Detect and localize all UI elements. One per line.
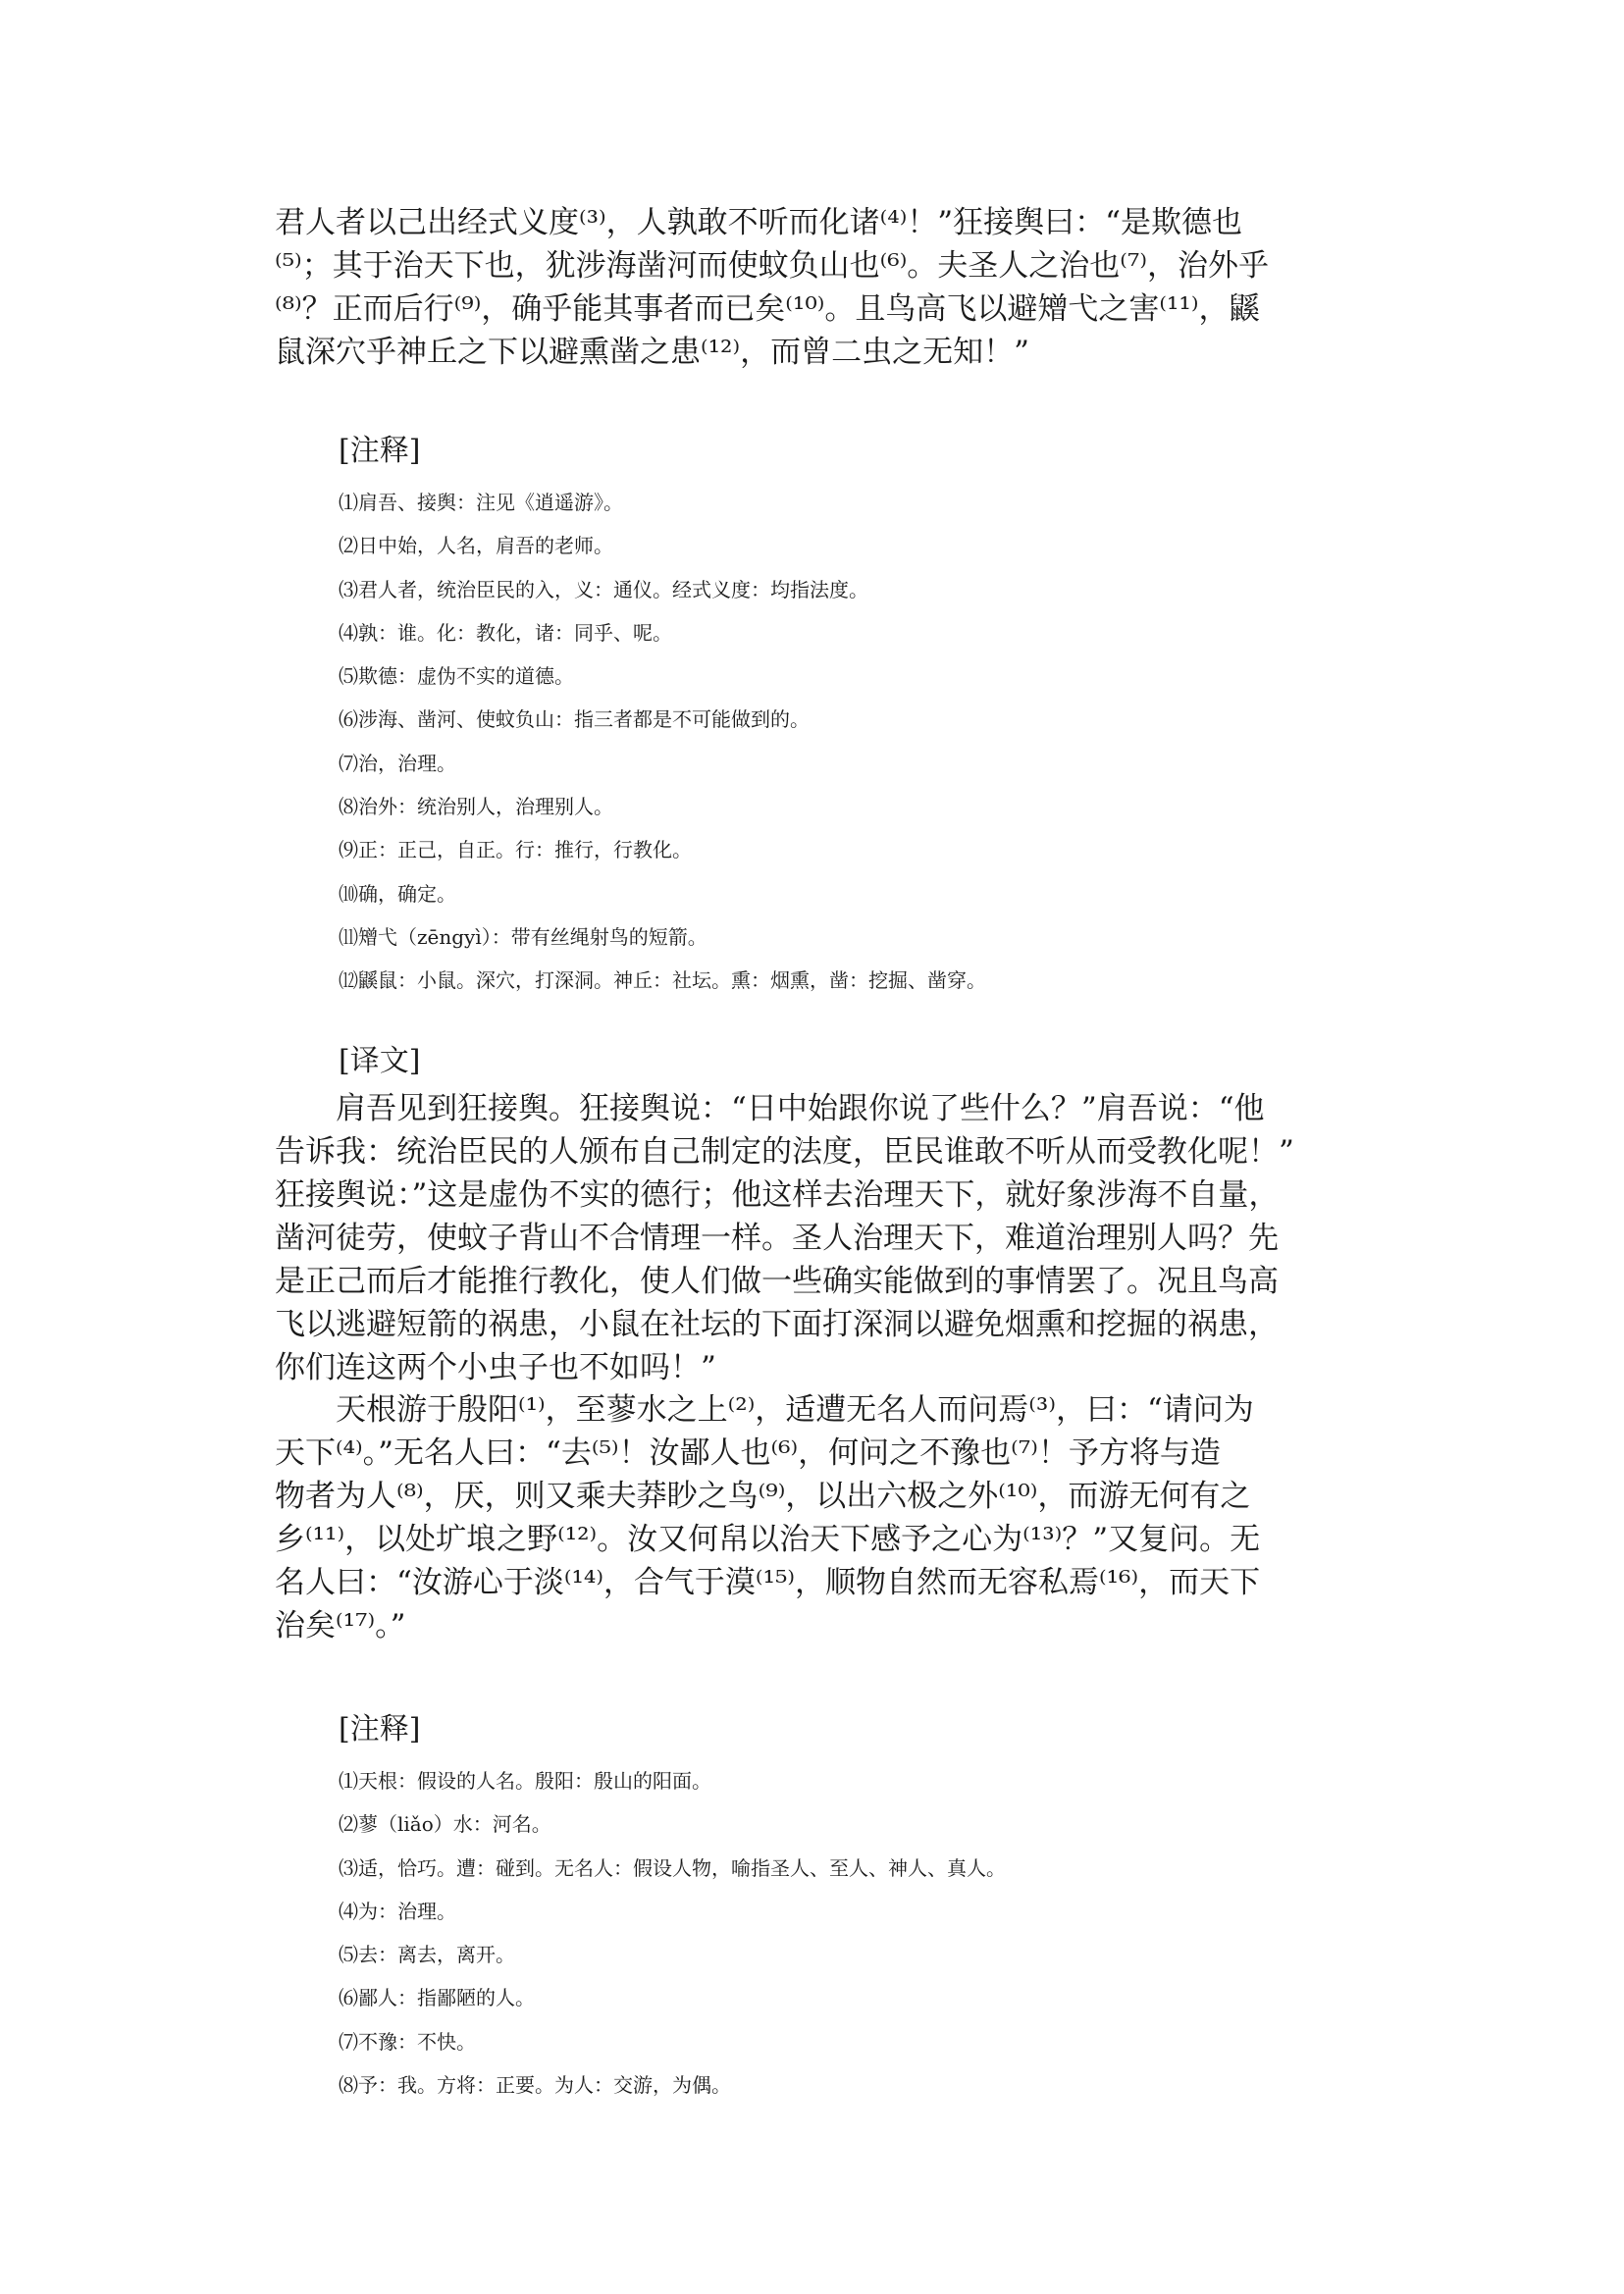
passage-2-line: 乡⁽¹¹⁾，以处圹埌之野⁽¹²⁾。汝又何帠以治天下感予之心为⁽¹³⁾？”又复问。无 [275,1522,1261,1557]
translation-line: 飞以逃避短箭的祸患，小鼠在社坛的下面打深洞以避免烟熏和挖掘的祸患， [275,1307,1279,1342]
note-item: ⑶君人者，统治臣民的入，义：通仪。经式义度：均指法度。 [339,577,868,601]
note-item: ⑹鄙人：指鄙陋的人。 [339,1986,535,2010]
note-item: ⑷孰：谁。化：教化，诸：同乎、呢。 [339,620,672,645]
translation-line: 狂接舆说：”这是虚伪不实的德行；他这样去治理天下，就好象涉海不自量， [275,1177,1280,1213]
notes-1-list [339,481,1320,1003]
note-item: ⑴天根：假设的人名。殷阳：殷山的阳面。 [339,1769,711,1793]
translation-line: 你们连这两个小虫子也不如吗！” [275,1350,716,1385]
note-item: ⑷为：治理。 [339,1899,456,1923]
note-item: ⑽确，确定。 [339,881,456,906]
translation-line: 是正己而后才能推行教化，使人们做一些确实能做到的事情罢了。况且鸟高 [275,1264,1279,1299]
note-item: ⑾矰弋（zēngyì）：带有丝绳射鸟的短箭。 [339,924,707,949]
passage-1 [275,201,1364,374]
note-item: ⑶适，恰巧。遭：碰到。无名人：假设人物，喻指圣人、至人、神人、真人。 [339,1855,1006,1880]
passage-1-line: ⁽⁸⁾？正而后行⁽⁹⁾，确乎能其事者而已矣⁽¹⁰⁾。且鸟高飞以避矰弋之害⁽¹¹⁾，鼷 [275,291,1260,327]
note-item: ⑿鼷鼠：小鼠。深穴，打深洞。神丘：社坛。熏：烟熏，凿：挖掘、凿穿。 [339,968,986,993]
translation-line: 凿河徒劳，使蚊子背山不合情理一样。圣人治理天下，难道治理别人吗？先 [275,1221,1279,1256]
passage-2-line: 名人曰：“汝游心于淡⁽¹⁴⁾，合气于漠⁽¹⁵⁾，顺物自然而无容私焉⁽¹⁶⁾，而天下 [275,1565,1261,1600]
note-item: ⑵日中始，人名，肩吾的老师。 [339,534,613,558]
note-item: ⑼正：正己，自正。行：推行，行教化。 [339,838,692,862]
note-item: ⑸去：离去，离开。 [339,1943,515,1967]
passage-2-line: 治矣⁽¹⁷⁾。” [275,1608,406,1643]
passage-2-line: 物者为人⁽⁸⁾，厌，则又乘夫莽眇之鸟⁽⁹⁾，以出六极之外⁽¹⁰⁾，而游无何有之 [275,1479,1251,1514]
passage-1-line: 鼠深穴乎神丘之下以避熏凿之患⁽¹²⁾，而曾二虫之无知！” [275,335,1029,370]
translation-line: 告诉我：统治臣民的人颁布自己制定的法度，臣民谁敢不听从而受教化呢！” [275,1134,1294,1170]
note-item: ⑸欺德：虚伪不实的道德。 [339,664,574,689]
passage-2-line: 天下⁽⁴⁾。”无名人曰：“去⁽⁵⁾！汝鄙人也⁽⁶⁾，何问之不豫也⁽⁷⁾！予方将与造 [275,1435,1221,1471]
translation-heading: [译文] [339,1044,421,1078]
note-item: ⑻治外：统治别人，治理别人。 [339,795,613,819]
translation-text [275,1087,1364,1389]
notes-2-list [339,1759,1320,2107]
translation-line: 肩吾见到狂接舆。狂接舆说：“日中始跟你说了些什么？”肩吾说：“他 [336,1091,1265,1126]
note-item: ⑵蓼（liǎo）水：河名。 [339,1812,551,1837]
notes-1-heading: [注释] [339,434,421,468]
note-item: ⑹涉海、凿河、使蚊负山：指三者都是不可能做到的。 [339,707,810,732]
note-item: ⑺不豫：不快。 [339,2029,476,2054]
passage-1-line: 君人者以己出经式义度⁽³⁾，人孰敢不听而化诸⁽⁴⁾！”狂接舆曰：“是欺德也 [275,205,1243,240]
passage-2 [275,1388,1364,1647]
passage-2-line: 天根游于殷阳⁽¹⁾，至蓼水之上⁽²⁾，适遭无名人而问焉⁽³⁾，曰：“请问为 [336,1392,1254,1428]
notes-2-heading: [注释] [339,1712,421,1747]
note-item: ⑻予：我。方将：正要。为人：交游，为偶。 [339,2073,731,2098]
passage-1-line: ⁽⁵⁾；其于治天下也，犹涉海凿河而使蚊负山也⁽⁶⁾。夫圣人之治也⁽⁷⁾，治外乎 [275,248,1269,284]
note-item: ⑺治，治理。 [339,751,456,775]
note-item: ⑴肩吾、接舆：注见《逍遥游》。 [339,491,623,514]
